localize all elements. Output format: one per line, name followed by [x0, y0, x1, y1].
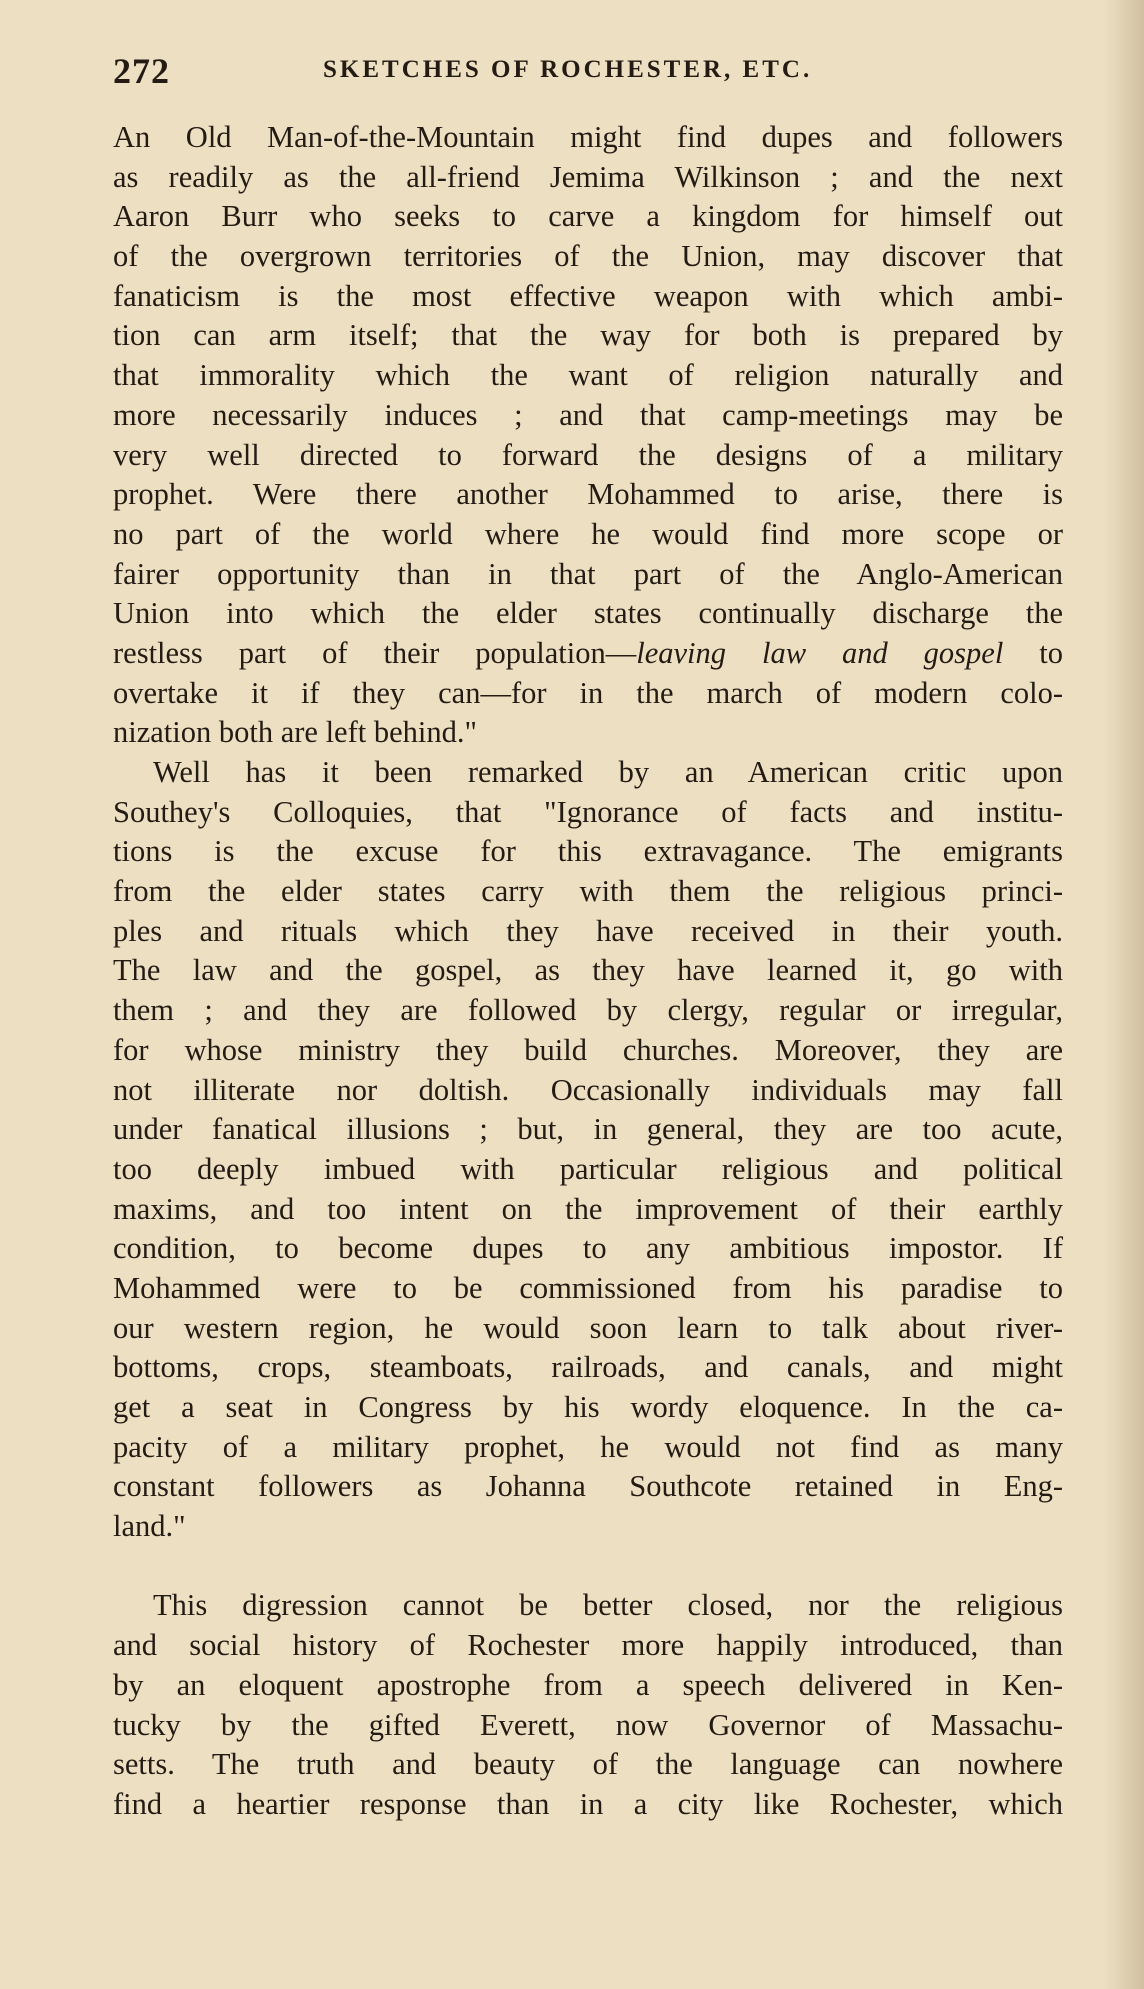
- text-line: as readily as the all-friend Jemima Wilkinson ; and the next: [113, 159, 1063, 194]
- text-line: ples and rituals which they have received in their youth.: [113, 913, 1063, 948]
- text-segment: restless part of their population—: [113, 635, 637, 670]
- text-line: This digression cannot be better closed, nor the religious: [153, 1588, 1063, 1623]
- text-line: tions is the excuse for this extravagance. The emigrants: [113, 834, 1063, 869]
- page-edge-shadow: [1104, 0, 1144, 1989]
- body-text: [113, 118, 1063, 1825]
- text-line: overtake it if they can—for in the march of modern colo-: [113, 675, 1063, 710]
- paragraph-gap: [113, 1547, 1063, 1587]
- page-number: 272: [113, 51, 170, 91]
- text-line: tucky by the gifted Everett, now Governor of Massachu-: [113, 1707, 1063, 1742]
- text-line: more necessarily induces ; and that camp-meetings may be: [113, 397, 1063, 432]
- text-line: constant followers as Johanna Southcote retained in Eng-: [113, 1469, 1063, 1504]
- text-line: prophet. Were there another Mohammed to arise, there is: [113, 477, 1063, 512]
- text-line: An Old Man-of-the-Mountain might find dupes and followers: [113, 120, 1063, 154]
- text-line: get a seat in Congress by his wordy eloquence. In the ca-: [113, 1390, 1063, 1424]
- text-line: bottoms, crops, steamboats, railroads, and canals, and might: [113, 1350, 1063, 1385]
- text-line: for whose ministry they build churches. Moreover, they are: [113, 1032, 1063, 1067]
- text-line: them ; and they are followed by clergy, regular or irregular,: [113, 993, 1063, 1028]
- text-line: too deeply imbued with particular religious and political: [113, 1151, 1063, 1186]
- text-line: from the elder states carry with them the religious princi-: [113, 874, 1063, 909]
- text-line: and social history of Rochester more happily introduced, than: [113, 1628, 1063, 1663]
- text-line: Union into which the elder states continually discharge the: [113, 596, 1063, 631]
- text-line: fairer opportunity than in that part of the Anglo-American: [113, 556, 1063, 591]
- text-line: Mohammed were to be commissioned from his paradise to: [113, 1270, 1063, 1305]
- text-line: our western region, he would soon learn to talk about river-: [113, 1310, 1063, 1345]
- text-line: not illiterate nor doltish. Occasionally individuals may fall: [113, 1072, 1063, 1107]
- text-line: find a heartier response than in a city like Rochester, which: [113, 1786, 1063, 1821]
- text-line: maxims, and too intent on the improvement of their earthly: [113, 1191, 1063, 1226]
- text-line: fanaticism is the most effective weapon with which ambi-: [113, 278, 1063, 313]
- text-line: by an eloquent apostrophe from a speech delivered in Ken-: [113, 1667, 1063, 1702]
- text-line: Southey's Colloquies, that "Ignorance of facts and institu-: [113, 794, 1063, 829]
- text-line: of the overgrown territories of the Union, may discover that: [113, 239, 1063, 274]
- text-line: setts. The truth and beauty of the language can nowhere: [113, 1747, 1063, 1782]
- paragraph-1: [113, 118, 1063, 753]
- text-line: condition, to become dupes to any ambitious impostor. If: [113, 1231, 1063, 1266]
- text-line: The law and the gospel, as they have learned it, go with: [113, 953, 1063, 988]
- text-line: no part of the world where he would find more scope or: [113, 516, 1063, 551]
- paragraph-3: [113, 1586, 1063, 1824]
- text-line-with-italic: [113, 634, 1063, 674]
- text-line: pacity of a military prophet, he would not find as many: [113, 1429, 1063, 1464]
- page-header: [113, 50, 1063, 90]
- text-line: tion can arm itself; that the way for both is prepared by: [113, 318, 1063, 353]
- text-line: Aaron Burr who seeks to carve a kingdom for himself out: [113, 199, 1063, 234]
- italic-phrase: leaving law and gospel: [636, 635, 1004, 670]
- text-line: that immorality which the want of religion naturally and: [113, 358, 1063, 393]
- paragraph-2: [113, 753, 1063, 1547]
- text-line: very well directed to forward the designs of a military: [113, 437, 1063, 472]
- text-line: nization both are left behind.": [113, 715, 477, 750]
- text-line: Well has it been remarked by an American critic upon: [153, 755, 1063, 789]
- running-head: SKETCHES OF ROCHESTER, ETC.: [323, 56, 813, 83]
- text-segment: to: [1003, 635, 1063, 670]
- text-line: under fanatical illusions ; but, in general, they are too acute,: [113, 1112, 1063, 1147]
- text-line: land.": [113, 1509, 186, 1544]
